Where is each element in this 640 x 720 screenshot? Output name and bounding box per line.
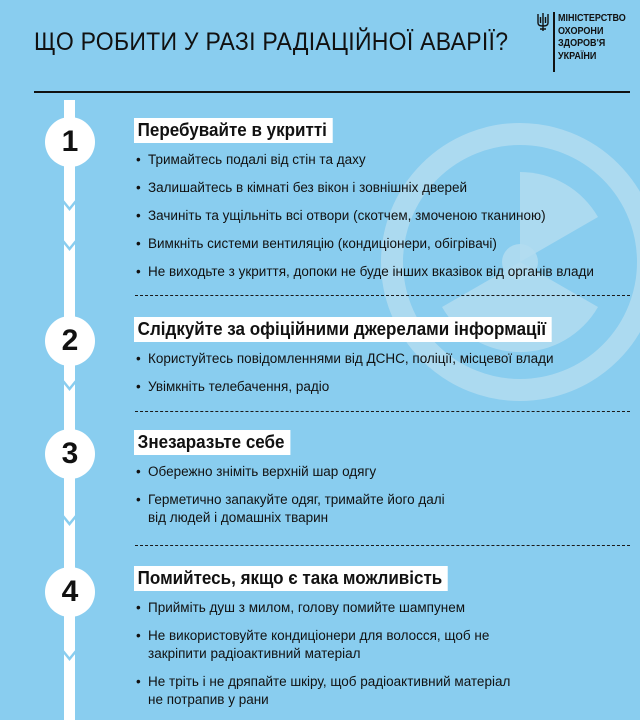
step-2 (134, 317, 630, 406)
section-divider (135, 295, 630, 296)
list-item: • Залишайтесь в кімнаті без вікон і зовнішніх дверей (134, 179, 630, 197)
step-2-number: 2 (45, 316, 95, 366)
chevron-down-icon (62, 650, 77, 661)
steps-timeline (0, 0, 140, 709)
step-4-number: 4 (45, 567, 95, 617)
step-2-list (134, 350, 630, 396)
ministry-logo (536, 12, 636, 74)
step-4-list (134, 599, 630, 709)
step-1-number: 1 (45, 117, 95, 167)
trident-icon (536, 12, 550, 32)
list-item: • Увімкніть телебачення, радіо (134, 378, 630, 396)
step-1 (134, 118, 630, 291)
chevron-down-icon (62, 240, 77, 251)
step-1-title: Перебувайте в укритті (134, 118, 332, 143)
ministry-name: МІНІСТЕРСТВО ОХОРОНИ ЗДОРОВ'Я УКРАЇНИ (558, 12, 626, 62)
list-item: • Герметично запакуйте одяг, тримайте його далі від людей і домашніх тварин (134, 491, 630, 527)
chevron-down-icon (62, 200, 77, 211)
page-title: ЩО РОБИТИ У РАЗІ РАДІАЦІЙНОЇ АВАРІЇ? (34, 28, 509, 56)
list-item: • Користуйтесь повідомленнями від ДСНС, поліції, місцевої влади (134, 350, 630, 368)
ministry-divider (553, 12, 555, 72)
list-item: • Не використовуйте кондиціонери для волосся, щоб не закріпити радіоактивний матеріал (134, 627, 630, 663)
chevron-down-icon (62, 515, 77, 526)
step-4 (134, 566, 630, 719)
timeline-line (64, 100, 75, 720)
list-item: • Тримайтесь подалі від стін та даху (134, 151, 630, 169)
step-4-title: Помийтесь, якщо є така можливість (134, 566, 448, 591)
step-3-title: Знезаразьте себе (134, 430, 290, 455)
list-item: • Прийміть душ з милом, голову помийте шампунем (134, 599, 630, 617)
list-item: • Не виходьте з укриття, допоки не буде інших вказівок від органів влади (134, 263, 630, 281)
list-item: • Обережно зніміть верхній шар одягу (134, 463, 630, 481)
list-item: • Зачиніть та ущільніть всі отвори (скотчем, змоченою тканиною) (134, 207, 630, 225)
step-3-number: 3 (45, 429, 95, 479)
section-divider (135, 545, 630, 546)
section-divider (135, 411, 630, 412)
step-1-list (134, 151, 630, 281)
list-item: • Вимкніть системи вентиляцію (кондиціонери, обігрівачі) (134, 235, 630, 253)
step-3 (134, 430, 630, 537)
step-3-list (134, 463, 630, 527)
chevron-down-icon (62, 380, 77, 391)
list-item: • Не тріть і не дряпайте шкіру, щоб радіоактивний матеріал не потрапив у рани (134, 673, 630, 709)
step-2-title: Слідкуйте за офіційними джерелами інформації (134, 317, 552, 342)
